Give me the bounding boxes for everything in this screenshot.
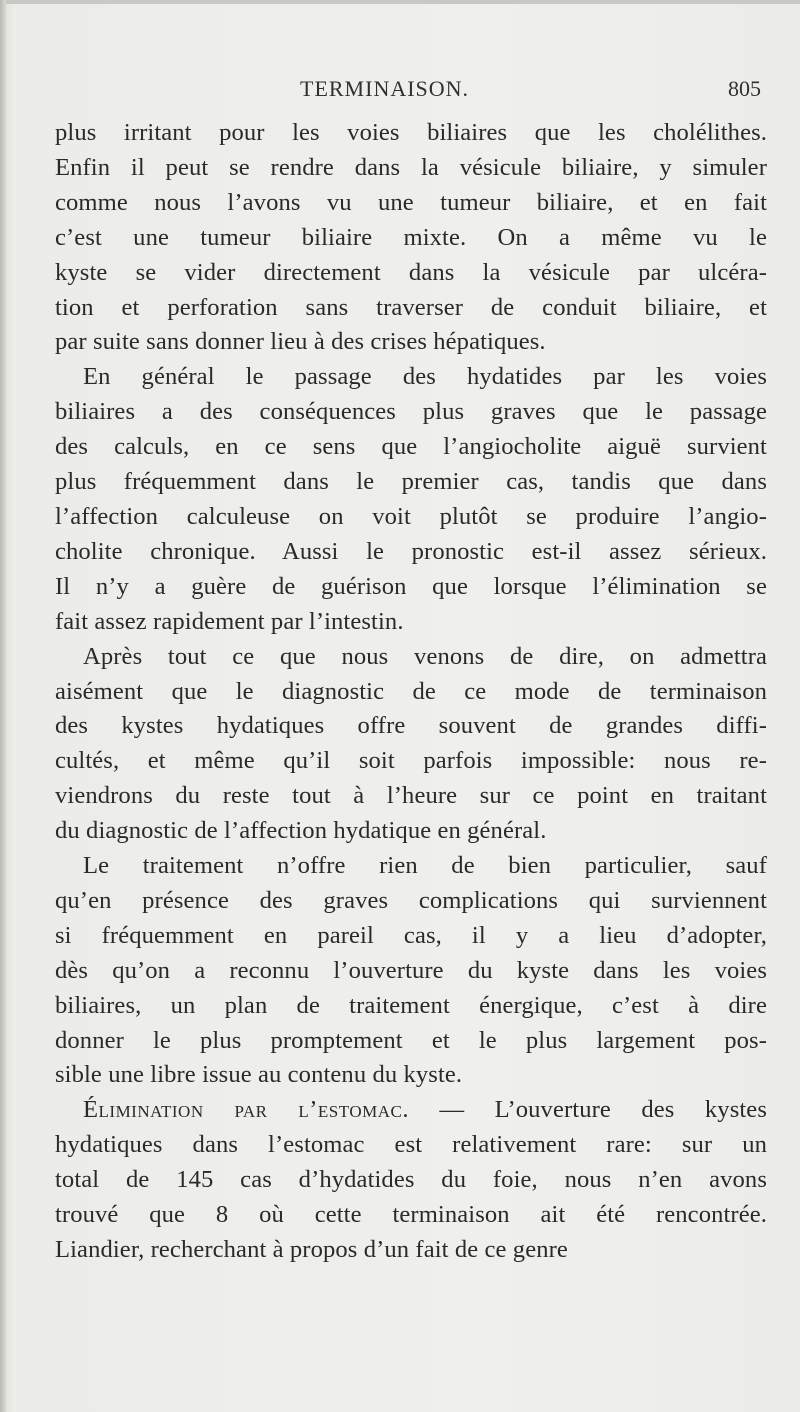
text-line: Enfin il peut se rendre dans la vésicule biliaire, y simuler [55, 153, 767, 181]
running-head [0, 72, 800, 104]
text-line: kyste se vider directement dans la vésicule par ulcéra- [55, 258, 767, 286]
text-line: total de 145 cas d’hydatides du foie, nous n’en avons [55, 1166, 767, 1194]
text-line: si fréquemment en pareil cas, il y a lieu d’adopter, [55, 921, 767, 949]
body-text [55, 116, 767, 1268]
text-line: qu’en présence des graves complications qui surviennent [55, 886, 767, 914]
text-line: trouvé que 8 où cette terminaison ait été rencontrée. [55, 1201, 767, 1229]
running-title: TERMINAISON. [300, 76, 470, 101]
text-line: plus fréquemment dans le premier cas, tandis que dans [55, 468, 767, 496]
text-line: biliaires, un plan de traitement énergique, c’est à dire [55, 991, 767, 1019]
text-line: hydatiques dans l’estomac est relativement rare: sur un [55, 1131, 767, 1159]
text-line: fait assez rapidement par l’intestin. [55, 607, 404, 635]
text-line: tion et perforation sans traverser de conduit biliaire, et [55, 293, 767, 321]
text-line: cholite chronique. Aussi le pronostic est-il assez sérieux. [55, 537, 767, 565]
text-line: c’est une tumeur biliaire mixte. On a même vu le [55, 223, 767, 251]
section-heading: Élimination par l’estomac. [83, 1096, 409, 1124]
text-line: l’affection calculeuse on voit plutôt se produire l’angio- [55, 502, 767, 530]
page-number: 805 [728, 76, 761, 101]
text-line: En général le passage des hydatides par les voies [83, 363, 767, 391]
text-line: plus irritant pour les voies biliaires que les cholélithes. [55, 119, 767, 146]
page-top-edge [0, 0, 800, 4]
text-line: par suite sans donner lieu à des crises hépatiques. [55, 328, 546, 356]
text-line: des calculs, en ce sens que l’angiocholite aiguë survient [55, 433, 767, 461]
text-line: Le traitement n’offre rien de bien particulier, sauf [83, 852, 767, 880]
text-line: dès qu’on a reconnu l’ouverture du kyste dans les voies [55, 956, 767, 984]
text-line: des kystes hydatiques offre souvent de grandes diffi- [55, 712, 767, 740]
text-line: biliaires a des conséquences plus graves que le passage [55, 398, 767, 426]
text-line: sible une libre issue au contenu du kyste. [55, 1061, 463, 1089]
text-line: Il n’y a guère de guérison que lorsque l’élimination se [55, 572, 767, 600]
page-binding-edge [0, 0, 6, 1412]
text-line: du diagnostic de l’affection hydatique en général. [55, 817, 547, 845]
text-line: cultés, et même qu’il soit parfois impossible: nous re- [55, 747, 767, 775]
text-line: Après tout ce que nous venons de dire, on admettra [83, 642, 767, 670]
text-line: aisément que le diagnostic de ce mode de terminaison [55, 677, 767, 705]
section-text: — L’ouverture des kystes [409, 1096, 767, 1124]
text-line: viendrons du reste tout à l’heure sur ce point en traitant [55, 782, 767, 810]
text-line: comme nous l’avons vu une tumeur biliaire, et en fait [55, 188, 767, 216]
text-line: donner le plus promptement et le plus largement pos- [55, 1026, 767, 1054]
section-heading-line [55, 1093, 767, 1128]
text-line: Liandier, recherchant à propos d’un fait de ce genre [55, 1236, 568, 1263]
